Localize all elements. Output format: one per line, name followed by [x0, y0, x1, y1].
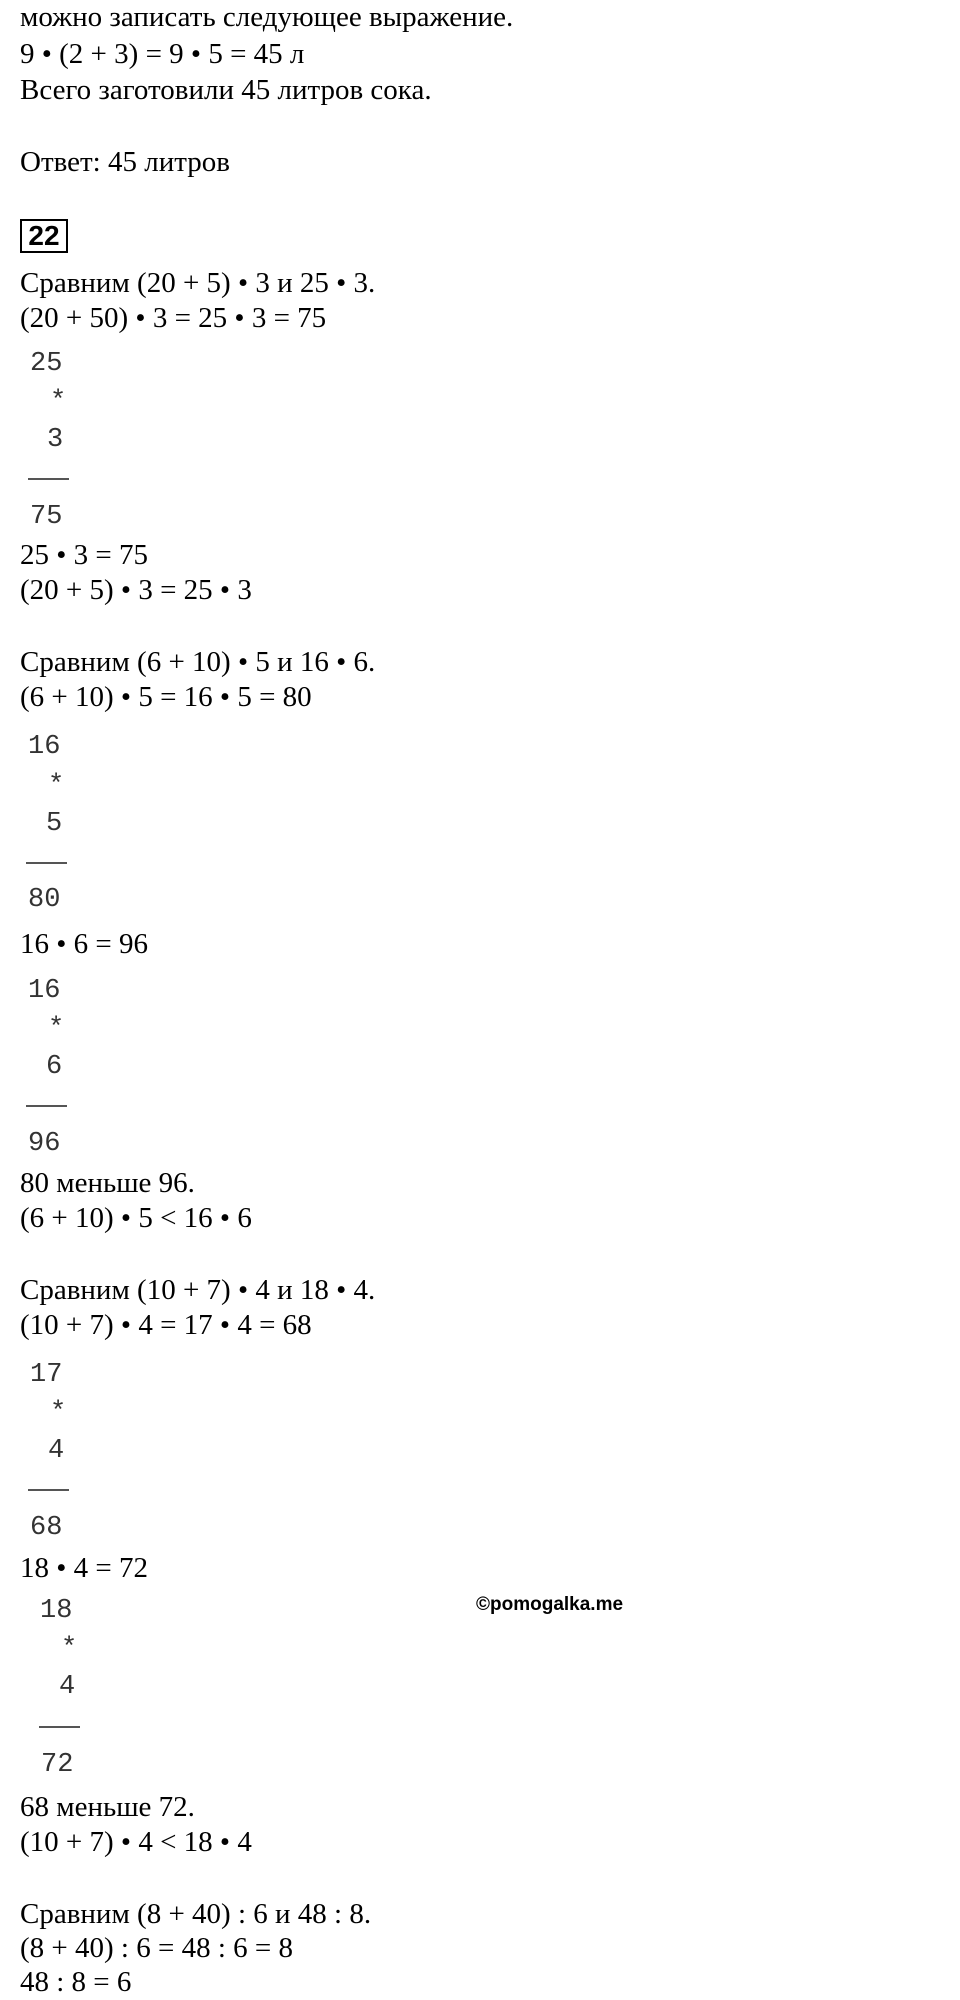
- block3-line: 18 • 4 = 72: [20, 1552, 149, 1584]
- block2-conclusion: (6 + 10) • 5 < 16 • 6: [20, 1202, 252, 1234]
- block3-col1-rule: [28, 1489, 69, 1491]
- block2-calc: (6 + 10) • 5 = 16 • 5 = 80: [20, 681, 312, 713]
- block2-col1-b: 5: [46, 809, 63, 839]
- block1-col-op: *: [50, 387, 67, 417]
- block3-col2-a: 18: [40, 1596, 73, 1626]
- block3-conclusion: (10 + 7) • 4 < 18 • 4: [20, 1826, 252, 1858]
- block1-conclusion: (20 + 5) • 3 = 25 • 3: [20, 574, 252, 606]
- block1-compare: Сравним (20 + 5) • 3 и 25 • 3.: [20, 267, 376, 299]
- block3-col2-op: *: [61, 1634, 78, 1664]
- block3-col1-op: *: [50, 1398, 67, 1428]
- block4-compare: Сравним (8 + 40) : 6 и 48 : 8.: [20, 1898, 372, 1930]
- intro-line-1: можно записать следующее выражение.: [20, 1, 514, 33]
- block3-col2-rule: [39, 1726, 80, 1728]
- block2-col2-op: *: [48, 1014, 65, 1044]
- block2-col2-b: 6: [46, 1052, 63, 1082]
- block4-line: 48 : 8 = 6: [20, 1966, 132, 1998]
- block2-col1-rule: [26, 862, 67, 864]
- block3-col1-a: 17: [30, 1360, 63, 1390]
- intro-line-3: Всего заготовили 45 литров сока.: [20, 74, 432, 106]
- block2-col2-res: 96: [28, 1129, 61, 1159]
- block2-col1-op: *: [48, 771, 65, 801]
- block2-col2-a: 16: [28, 976, 61, 1006]
- block3-compare: Сравним (10 + 7) • 4 и 18 • 4.: [20, 1274, 376, 1306]
- block1-col-rule: [28, 478, 69, 480]
- intro-line-2: 9 • (2 + 3) = 9 • 5 = 45 л: [20, 38, 305, 70]
- watermark: ©pomogalka.me: [476, 1594, 624, 1615]
- block3-calc: (10 + 7) • 4 = 17 • 4 = 68: [20, 1309, 312, 1341]
- block1-col-a: 25: [30, 349, 63, 379]
- block2-less: 80 меньше 96.: [20, 1167, 195, 1199]
- block3-col1-res: 68: [30, 1513, 63, 1543]
- block1-calc: (20 + 50) • 3 = 25 • 3 = 75: [20, 302, 327, 334]
- block1-line: 25 • 3 = 75: [20, 539, 149, 571]
- block2-col1-res: 80: [28, 885, 61, 915]
- block2-col2-rule: [26, 1105, 67, 1107]
- block2-line: 16 • 6 = 96: [20, 928, 149, 960]
- block3-col2-b: 4: [59, 1672, 76, 1702]
- block3-col1-b: 4: [48, 1436, 65, 1466]
- intro-answer: Ответ: 45 литров: [20, 146, 230, 178]
- block3-col2-res: 72: [41, 1750, 74, 1780]
- block2-compare: Сравним (6 + 10) • 5 и 16 • 6.: [20, 646, 376, 678]
- block2-col1-a: 16: [28, 732, 61, 762]
- block3-less: 68 меньше 72.: [20, 1791, 195, 1823]
- block4-calc: (8 + 40) : 6 = 48 : 6 = 8: [20, 1932, 293, 1964]
- task-number-box: 22: [20, 219, 68, 253]
- block1-col-res: 75: [30, 502, 63, 532]
- block1-col-b: 3: [47, 425, 64, 455]
